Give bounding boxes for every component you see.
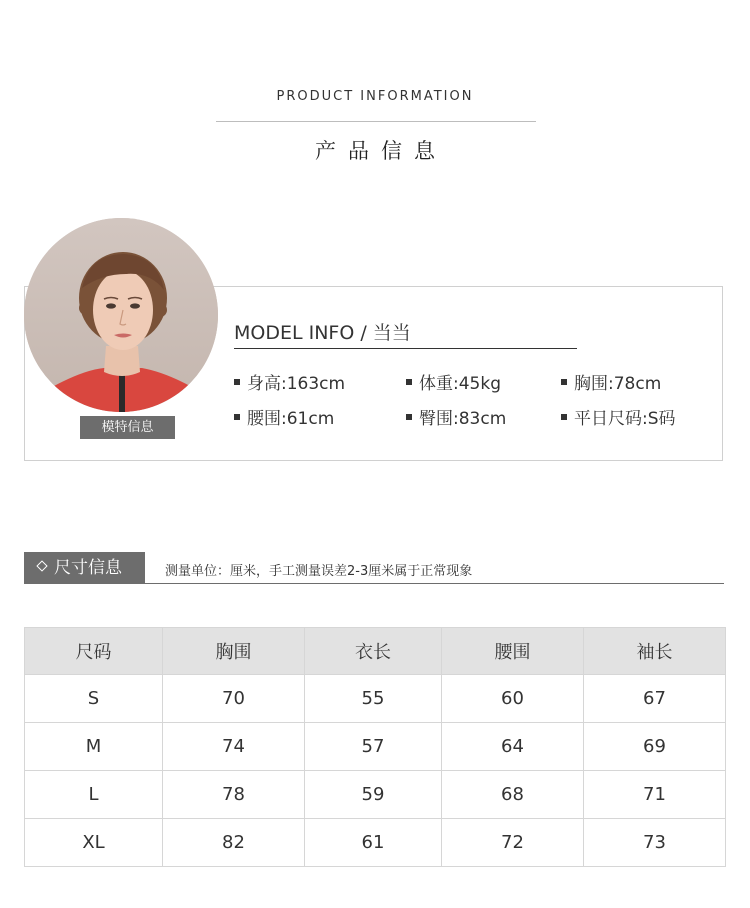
header-waist: 腰围: [442, 628, 584, 675]
table-cell: 73: [584, 819, 726, 867]
table-cell: 64: [442, 723, 584, 771]
size-info-tag-label: 尺寸信息: [54, 558, 122, 578]
header-size: 尺码: [25, 628, 163, 675]
stat-usual-size-text: 平日尺码:S码: [574, 409, 676, 429]
model-info-heading: MODEL INFO / 当当: [234, 322, 411, 344]
title-divider: [216, 121, 536, 122]
stat-hips-text: 臀围:83cm: [419, 409, 507, 429]
table-cell: 59: [305, 771, 442, 819]
stat-weight: [406, 369, 501, 394]
table-cell: 68: [442, 771, 584, 819]
diamond-icon: [36, 560, 47, 571]
product-information-title: PRODUCT INFORMATION: [276, 89, 474, 104]
header-sleeve: 袖长: [584, 628, 726, 675]
table-cell: M: [25, 723, 163, 771]
header-bust: 胸围: [163, 628, 305, 675]
table-cell: S: [25, 675, 163, 723]
table-cell: XL: [25, 819, 163, 867]
table-cell: 72: [442, 819, 584, 867]
table-row: [25, 723, 726, 771]
stat-waist: [234, 404, 334, 429]
bullet-icon: [234, 414, 240, 420]
table-cell: 78: [163, 771, 305, 819]
bullet-icon: [561, 414, 567, 420]
model-info-divider: [234, 348, 577, 349]
table-cell: 55: [305, 675, 442, 723]
header-length: 衣长: [305, 628, 442, 675]
model-avatar: [24, 218, 218, 412]
table-row: [25, 819, 726, 867]
table-cell: 82: [163, 819, 305, 867]
size-info-divider: [145, 583, 724, 584]
size-info-tag: [24, 552, 145, 584]
stat-bust: [561, 369, 661, 394]
table-cell: 60: [442, 675, 584, 723]
stat-waist-text: 腰围:61cm: [247, 409, 335, 429]
table-cell: 57: [305, 723, 442, 771]
table-cell: 61: [305, 819, 442, 867]
bullet-icon: [561, 379, 567, 385]
stat-bust-text: 胸围:78cm: [574, 374, 662, 394]
table-cell: L: [25, 771, 163, 819]
table-cell: 70: [163, 675, 305, 723]
model-info-tag: 模特信息: [80, 416, 175, 439]
table-cell: 74: [163, 723, 305, 771]
model-portrait-image: [24, 218, 218, 412]
stat-weight-text: 体重:45kg: [419, 374, 501, 394]
bullet-icon: [406, 414, 412, 420]
stat-hips: [406, 404, 506, 429]
table-row: [25, 771, 726, 819]
bullet-icon: [234, 379, 240, 385]
bullet-icon: [406, 379, 412, 385]
size-table: [24, 627, 726, 867]
table-cell: 69: [584, 723, 726, 771]
table-cell: 71: [584, 771, 726, 819]
table-header-row: [25, 628, 726, 675]
measurement-note: 测量单位：厘米，手工测量误差2-3厘米属于正常现象: [165, 564, 473, 579]
stat-height: [234, 369, 345, 394]
product-information-cn-title: 产品信息: [315, 139, 447, 163]
table-row: [25, 675, 726, 723]
stat-usual-size: [561, 404, 676, 429]
table-cell: 67: [584, 675, 726, 723]
stat-height-text: 身高:163cm: [247, 374, 346, 394]
